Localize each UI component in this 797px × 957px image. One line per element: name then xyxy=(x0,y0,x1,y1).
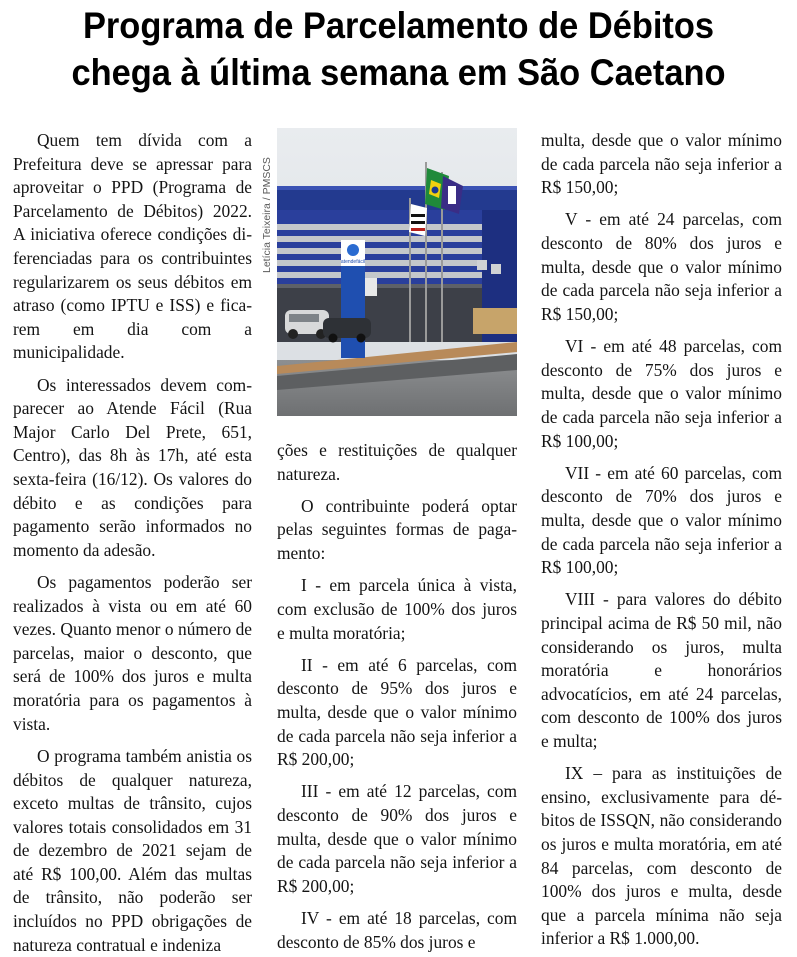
list-item: VII - em até 60 parcelas, com desconto de 70% dos juros e multa, desde que o valor mínimo de cada parcela não seja inferior a R$ 100,00; xyxy=(541,462,782,578)
paragraph: O contribuinte poderá optar pelas seguintes formas de pagamento: xyxy=(277,495,517,564)
photo-credit: Letícia Teixeira / PMSCS xyxy=(261,157,273,273)
article-headline xyxy=(28,2,769,96)
sign-label: atendefácil xyxy=(340,259,366,265)
paragraph: O programa também anistia os débitos de qualquer natureza, exceto multas de trânsito, cujos valores totais consolidados em 31 de dezembro de 2021 sejam de até R$ 100,00. Além das multas de trânsito, não poderão ser incluídos no PPD obrigações de natureza contratual e indeniza xyxy=(13,745,252,955)
article-column-1 xyxy=(13,129,252,957)
list-item: III - em até 12 parcelas, com desconto de 90% dos juros e multa, desde que o valor mínimo de cada parcela não seja inferior a R$ 200,00; xyxy=(277,781,517,896)
list-item: VIII - para valores do débito principal acima de R$ 50 mil, não considerando os juros, multa moratória e honorários advocatícios, em até 24 parcelas, com desconto de 100% dos juros e multa; xyxy=(541,589,782,751)
article-photo-block xyxy=(262,128,517,416)
list-item: I - em parcela única à vista, com exclusão de 100% dos juros e multa moratória; xyxy=(277,575,517,643)
article-column-3 xyxy=(541,129,782,951)
list-item: VI - em até 48 parcelas, com desconto de 75% dos juros e multa, desde que o valor mínimo de cada parcela não seja inferior a R$ 100,00; xyxy=(541,336,782,451)
paragraph: Os pagamentos poderão ser realizados à vista ou em até 60 vezes. Quanto menor o número de parcelas, maior o desconto, que será de 100% dos juros e multa moratória para os pagamentos à vista. xyxy=(13,572,252,734)
article-photo xyxy=(277,128,517,416)
list-item: IX – para as instituições de ensino, exclusivamente para débitos de ISSQN, não considerando os juros e multa moratória, em até 84 parcelas, com desconto de 100% dos juros e multa, desde que a parcela mínima não seja inferior a R$ 1.000,00. xyxy=(541,763,782,949)
headline-line-2: chega à última semana em São Caetano xyxy=(71,52,726,93)
headline-line-1: Programa de Parcelamento de Débitos xyxy=(82,5,715,46)
paragraph: Os interessados devem comparecer ao Atende Fácil (Rua Major Carlo Del Prete, 651, Centro), das 8h às 17h, até esta sexta-feira (16/12). Os valores do débito e as condições para pagamento serão informados no momento da adesão. xyxy=(13,374,252,560)
list-item: IV - em até 18 parcelas, com desconto de 85% dos juros e xyxy=(277,908,517,952)
list-item: II - em até 6 parcelas, com desconto de 95% dos juros e multa, desde que o valor mínimo de cada parcela não seja inferior a R$ 200,00; xyxy=(277,654,517,770)
paragraph: ções e restituições de qualquer natureza. xyxy=(277,440,517,484)
paragraph: Quem tem dívida com a Prefeitura deve se apressar para aproveitar o PPD (Programa de Parcelamento de Débitos) 2022. A iniciativa oferece condições diferenciadas para os contribuintes regularizarem os seus débitos em atraso (como IPTU e ISS) e ficarem em dia com a municipalidade. xyxy=(13,130,252,363)
list-item: multa, desde que o valor mínimo de cada parcela não seja inferior a R$ 150,00; xyxy=(541,130,782,198)
article-column-2 xyxy=(277,439,517,954)
list-item: V - em até 24 parcelas, com desconto de 80% dos juros e multa, desde que o valor mínimo de cada parcela não seja inferior a R$ 150,00; xyxy=(541,209,782,324)
